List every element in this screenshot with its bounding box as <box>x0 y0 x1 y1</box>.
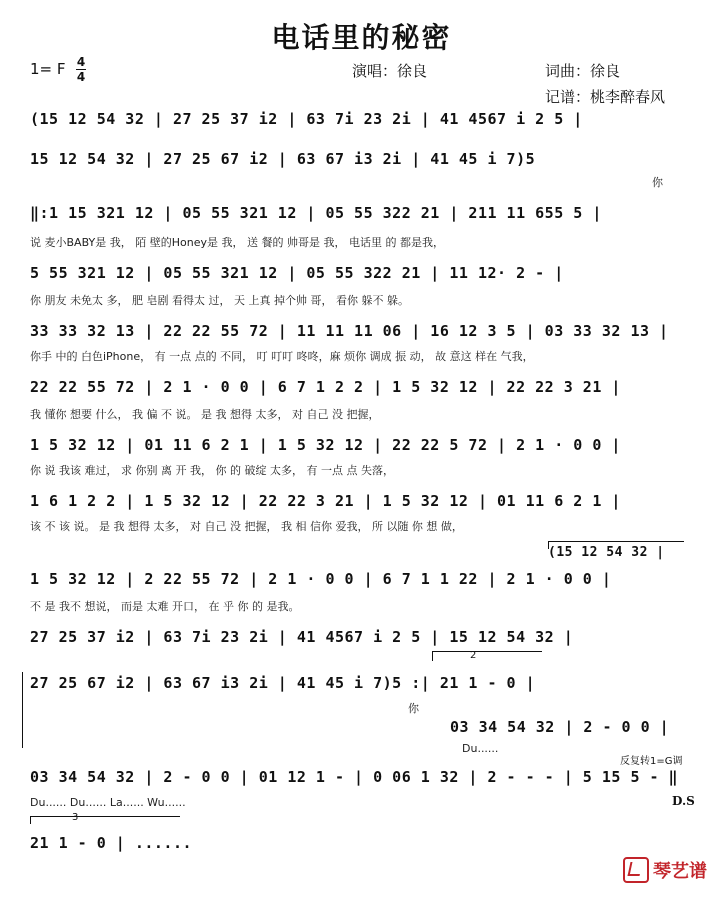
lyric-row-5: 我 懂你 想要 什么， 我 偏 不 说。 是 我 想得 太多， 对 自己 没 把握， <box>30 408 380 421</box>
bracket-notes: (15 12 54 32 | <box>548 545 665 560</box>
lyric-row-2: 说 麦小BABY是 我， 陌 壁的Honey是 我， 送 餐的 帅哥是 我， 电话里 的 都是我， <box>30 236 444 249</box>
lyric-row-7: 该 不 该 说。 是 我 想得 太多， 对 自己 没 把握， 我 相 信你 爱我， 所 以随 你 想 做， <box>30 520 463 533</box>
lyric-row-8: 不 是 我不 想说， 而是 太难 开口， 在 乎 你 的 是我。 <box>30 600 300 613</box>
meter-top: 4 <box>76 55 86 69</box>
logo-icon <box>623 857 649 883</box>
score-row-7: 1 6 1 2 2 | 1 5 32 12 | 22 22 3 21 | 1 5 32 12 | 01 11 6 2 1 | <box>30 492 621 510</box>
lyric-row-1: 你 <box>652 176 663 189</box>
logo-text: 琴艺谱 <box>653 861 707 882</box>
singer-credit: 演唱：徐良 <box>352 62 428 80</box>
lyric-row-4: 你手 中的 白色iPhone， 有 一点 点的 不同， 叮 叮叮 咚咚，麻 烦你 调成 振 动， 故 意这 样在 气我， <box>30 350 534 363</box>
score-row-13: 21 1 - 0 | ...... <box>30 834 193 852</box>
time-signature <box>76 56 86 83</box>
page-title: 电话里的秘密 <box>271 21 452 54</box>
repeat-note: 反复转1=G调 <box>620 756 683 767</box>
score-row-0: (15 12 54 32 | 27 25 37 i2 | 63 7i 23 2i | 41 4567 i 2 5 | <box>30 110 583 128</box>
score-row-2: ‖:1 15 321 12 | 05 55 321 12 | 05 55 322 21 | 211 11 655 5 | <box>30 204 602 222</box>
score-row-11: 03 34 54 32 | 2 - 0 0 | <box>450 718 670 736</box>
score-row-12: 03 34 54 32 | 2 - 0 0 | 01 12 1 - | 0 06 1 32 | 2 - - - | 5 15 5 - ‖ <box>30 768 679 786</box>
score-row-4: 33 33 32 13 | 22 22 55 72 | 11 11 11 06 | 16 12 3 5 | 03 33 32 13 | <box>30 322 669 340</box>
lyric-row-12: Du...... Du...... La...... Wu...... <box>30 796 186 809</box>
score-row-9: 27 25 37 i2 | 63 7i 23 2i | 41 4567 i 2 5 | 15 12 54 32 | <box>30 628 574 646</box>
score-row-8: 1 5 32 12 | 2 22 55 72 | 2 1 · 0 0 | 6 7 1 1 22 | 2 1 · 0 0 | <box>30 570 612 588</box>
score-row-1: 15 12 54 32 | 27 25 67 i2 | 63 67 i3 2i | 41 45 i 7)5 <box>30 150 536 168</box>
lyric-row-10: 你 <box>408 702 419 715</box>
ds-label: D.S <box>672 794 695 808</box>
site-logo <box>623 857 707 883</box>
triplet-mark: 3 <box>72 812 79 823</box>
key-signature: 1= F <box>30 60 66 78</box>
meter-bottom: 4 <box>76 70 86 84</box>
score-row-10: 27 25 67 i2 | 63 67 i3 2i | 41 45 i 7)5 :| 21 1 - 0 | <box>30 674 536 692</box>
score-row-3: 5 55 321 12 | 05 55 321 12 | 05 55 322 21 | 11 12· 2 - | <box>30 264 564 282</box>
transcriber-credit: 记谱：桃李醉春风 <box>545 88 666 106</box>
lyric-row-3: 你 朋友 未免太 多， 肥 皂剧 看得太 过， 天 上真 掉个帅 哥， 看你 躲不 躲。 <box>30 294 409 307</box>
score-row-5: 22 22 55 72 | 2 1 · 0 0 | 6 7 1 2 2 | 1 5 32 12 | 22 22 3 21 | <box>30 378 621 396</box>
lyric-row-11: Du...... <box>462 742 499 755</box>
volta-label: 2 <box>470 650 477 661</box>
score-row-6: 1 5 32 12 | 01 11 6 2 1 | 1 5 32 12 | 22 22 5 72 | 2 1 · 0 0 | <box>30 436 621 454</box>
lyric-row-6: 你 说 我该 难过， 求 你别 离 开 我， 你 的 破绽 太多， 有 一点 点 失落， <box>30 464 394 477</box>
composer-credit: 词曲：徐良 <box>545 62 621 80</box>
